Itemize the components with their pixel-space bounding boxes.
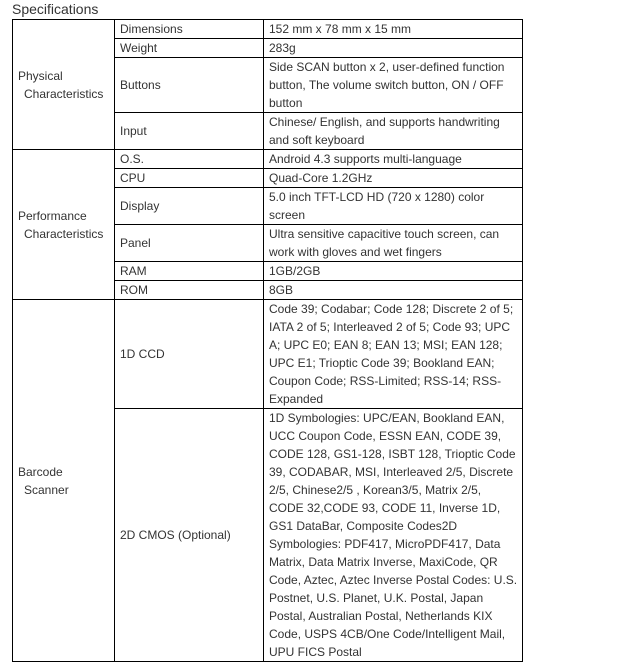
- table-row: [13, 20, 523, 39]
- value-cell: 5.0 inch TFT-LCD HD (720 x 1280) color screen: [264, 188, 523, 225]
- feature-cell: O.S.: [115, 150, 264, 169]
- category-cell: [13, 20, 115, 150]
- feature-cell: Weight: [115, 39, 264, 58]
- value-cell: Chinese/ English, and supports handwriting and soft keyboard: [264, 113, 523, 150]
- feature-cell: CPU: [115, 169, 264, 188]
- table-row: [13, 150, 523, 169]
- feature-cell: ROM: [115, 281, 264, 300]
- feature-cell: Dimensions: [115, 20, 264, 39]
- feature-cell: 2D CMOS (Optional): [115, 409, 264, 662]
- value-cell: 283g: [264, 39, 523, 58]
- feature-cell: 1D CCD: [115, 300, 264, 409]
- page-title: Specifications: [12, 1, 99, 17]
- specifications-table: [12, 19, 523, 662]
- category-label: Performance Characteristics: [18, 208, 104, 241]
- value-cell: 8GB: [264, 281, 523, 300]
- value-cell: Code 39; Codabar; Code 128; Discrete 2 of 5; IATA 2 of 5; Interleaved 2 of 5; Code 93; UPC A; UPC E0; EAN 8; EAN 13; MSI; EAN 128; UPC E1; Trioptic Code 39; Bookland EAN; Coupon Code; RSS-Limited; RSS-14; RSS-Expanded: [264, 300, 523, 409]
- value-cell: 1GB/2GB: [264, 262, 523, 281]
- value-cell: 1D Symbologies: UPC/EAN, Bookland EAN, UCC Coupon Code, ESSN EAN, CODE 39, CODE 128, GS1-128, ISBT 128, Trioptic Code 39, CODABAR, MSI, Interleaved 2/5, Discrete 2/5, Chinese2/5 , Korean3/5, Matrix 2/5, CODE 32,CODE 93, CODE 11, Inverse 1D, GS1 DataBar, Composite Codes2D Symbologies: PDF417, MicroPDF417, Data Matrix, Data Matrix Inverse, MaxiCode, QR Code, Aztec, Aztec Inverse Postal Codes: U.S. Postnet, U.S. Planet, U.K. Postal, Japan Postal, Australian Postal, Netherlands KIX Code, USPS 4CB/One Code/Intelligent Mail, UPU FICS Postal: [264, 409, 523, 662]
- table-row: [13, 300, 523, 409]
- feature-cell: Buttons: [115, 58, 264, 113]
- feature-cell: Display: [115, 188, 264, 225]
- category-cell: [13, 150, 115, 300]
- feature-cell: Panel: [115, 225, 264, 262]
- value-cell: Ultra sensitive capacitive touch screen, can work with gloves and wet fingers: [264, 225, 523, 262]
- category-label: Barcode Scanner: [18, 464, 69, 497]
- value-cell: Quad-Core 1.2GHz: [264, 169, 523, 188]
- category-cell: [13, 300, 115, 662]
- feature-cell: RAM: [115, 262, 264, 281]
- value-cell: Android 4.3 supports multi-language: [264, 150, 523, 169]
- value-cell: 152 mm x 78 mm x 15 mm: [264, 20, 523, 39]
- value-cell: Side SCAN button x 2, user-defined function button, The volume switch button, ON / OFF button: [264, 58, 523, 113]
- category-label: Physical Characteristics: [18, 68, 104, 101]
- feature-cell: Input: [115, 113, 264, 150]
